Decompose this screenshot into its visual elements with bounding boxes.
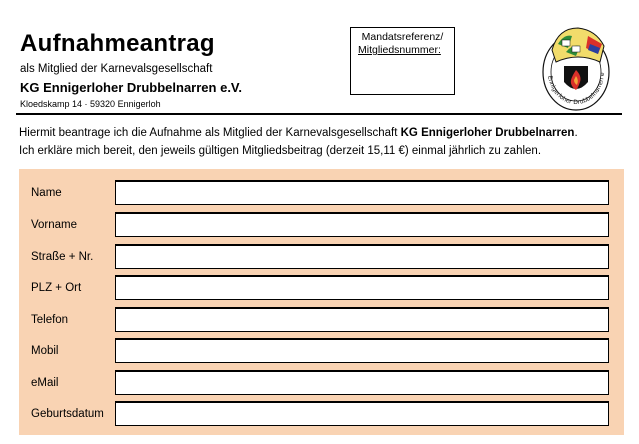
organization-name: KG Ennigerloher Drubbelnarren e.V. <box>20 80 243 95</box>
organization-address: Kloedskamp 14 · 59320 Ennigerloh <box>20 99 161 109</box>
phone-input[interactable] <box>115 307 609 332</box>
form-row-first-name <box>19 210 624 239</box>
intro-text <box>19 124 624 160</box>
mobile-input[interactable] <box>115 338 609 363</box>
member-number-label: Mitgliedsnummer: <box>358 44 441 56</box>
mandate-reference-box[interactable] <box>350 27 455 95</box>
header-divider <box>16 113 622 115</box>
form-row-mobile <box>19 336 624 365</box>
intro-line-1 <box>19 124 624 142</box>
first-name-input[interactable] <box>115 212 609 237</box>
form-subtitle: als Mitglied der Karnevalsgesellschaft <box>20 63 213 75</box>
mandate-reference-label: Mandatsreferenz/ <box>361 31 444 43</box>
club-crest-logo <box>538 22 614 114</box>
intro-line-1-prefix: Hiermit beantrage ich die Aufnahme als Mitglied der Karnevalsgesellschaft <box>19 127 401 139</box>
intro-line-1-club-name: KG Ennigerloher Drubbelnarren <box>400 127 575 139</box>
club-crest-icon <box>538 22 614 114</box>
birthdate-label: Geburtsdatum <box>31 408 104 420</box>
mobile-label: Mobil <box>31 345 59 357</box>
street-label: Straße + Nr. <box>31 251 94 263</box>
name-label: Name <box>31 187 62 199</box>
member-form-panel <box>19 169 624 435</box>
form-row-street <box>19 242 624 271</box>
postcode-city-input[interactable] <box>115 275 609 300</box>
birthdate-input[interactable] <box>115 401 609 426</box>
name-input[interactable] <box>115 180 609 205</box>
form-row-postcode-city <box>19 273 624 302</box>
email-label: eMail <box>31 377 59 389</box>
form-row-name <box>19 178 624 207</box>
postcode-city-label: PLZ + Ort <box>31 282 82 294</box>
intro-line-2: Ich erkläre mich bereit, den jeweils gültigen Mitgliedsbeitrag (derzeit 15,11 €) einmal jährlich zu zahlen. <box>19 145 542 157</box>
crest-ring-text: Ennigerloher Drubbelnarren e <box>546 72 607 107</box>
form-row-phone <box>19 305 624 334</box>
form-title: Aufnahmeantrag <box>20 30 215 57</box>
form-row-email <box>19 368 624 397</box>
form-row-birthdate <box>19 399 624 428</box>
phone-label: Telefon <box>31 314 69 326</box>
email-input[interactable] <box>115 370 609 395</box>
first-name-label: Vorname <box>31 219 78 231</box>
intro-line-1-suffix: . <box>574 127 578 139</box>
street-input[interactable] <box>115 244 609 269</box>
